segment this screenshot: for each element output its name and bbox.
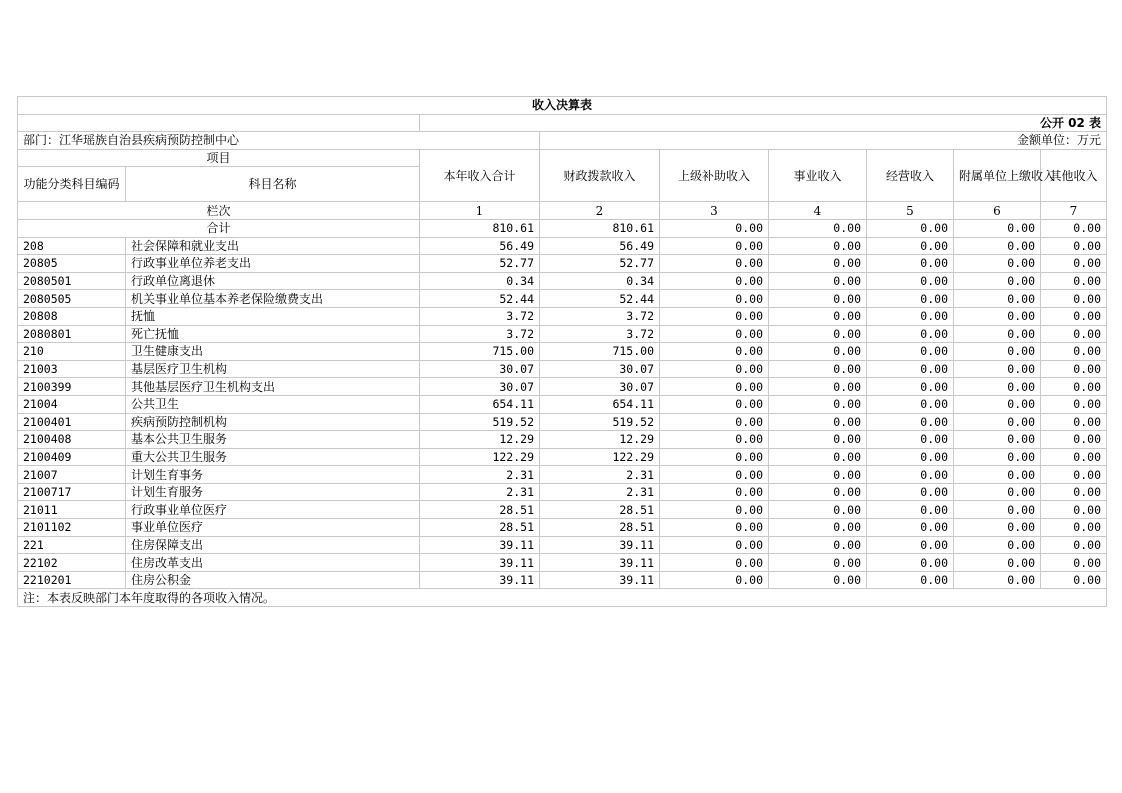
column-number: 2	[540, 202, 660, 220]
amount-cell: 0.00	[1041, 536, 1107, 554]
amount-cell: 39.11	[540, 554, 660, 572]
amount-cell: 0.00	[867, 501, 954, 519]
amount-cell: 28.51	[540, 519, 660, 537]
amount-cell: 3.72	[540, 307, 660, 325]
amount-cell: 0.00	[660, 360, 769, 378]
amount-cell: 0.00	[769, 554, 867, 572]
amount-cell: 39.11	[420, 536, 540, 554]
subject-code: 2080801	[18, 325, 126, 343]
amount-cell: 2.31	[420, 483, 540, 501]
amount-cell: 0.00	[769, 343, 867, 361]
department-label: 部门：江华瑶族自治县疾病预防控制中心	[18, 132, 540, 150]
amount-cell: 0.00	[660, 325, 769, 343]
amount-cell: 0.00	[867, 307, 954, 325]
amount-cell: 0.00	[954, 431, 1041, 449]
table-row	[18, 554, 1107, 572]
amount-cell: 654.11	[540, 395, 660, 413]
amount-cell: 0.00	[660, 554, 769, 572]
amount-cell: 0.00	[660, 519, 769, 537]
amount-cell: 0.00	[769, 395, 867, 413]
subject-name: 基层医疗卫生机构	[126, 360, 420, 378]
amount-cell: 0.00	[954, 501, 1041, 519]
header-row-1	[18, 149, 1107, 167]
amount-cell: 28.51	[540, 501, 660, 519]
total-value: 810.61	[420, 219, 540, 237]
subject-name: 计划生育服务	[126, 483, 420, 501]
amount-cell: 39.11	[540, 536, 660, 554]
table-row	[18, 395, 1107, 413]
subject-name: 住房公积金	[126, 571, 420, 589]
total-row	[18, 219, 1107, 237]
amount-cell: 0.00	[954, 290, 1041, 308]
amount-cell: 0.00	[867, 360, 954, 378]
table-row	[18, 343, 1107, 361]
amount-cell: 0.00	[660, 343, 769, 361]
subject-name: 公共卫生	[126, 395, 420, 413]
amount-cell: 0.00	[1041, 307, 1107, 325]
amount-cell: 52.44	[540, 290, 660, 308]
subject-name: 重大公共卫生服务	[126, 448, 420, 466]
amount-cell: 0.00	[769, 483, 867, 501]
column-number: 5	[867, 202, 954, 220]
amount-cell: 0.00	[867, 325, 954, 343]
amount-cell: 0.00	[660, 466, 769, 484]
amount-cell: 0.00	[660, 571, 769, 589]
amount-cell: 0.00	[660, 272, 769, 290]
amount-cell: 0.00	[769, 431, 867, 449]
subject-name: 机关事业单位基本养老保险缴费支出	[126, 290, 420, 308]
amount-cell: 0.00	[1041, 325, 1107, 343]
header-operating: 经营收入	[867, 149, 954, 202]
subject-code: 21003	[18, 360, 126, 378]
form-number: 公开 02 表	[420, 114, 1107, 132]
amount-cell: 0.00	[660, 255, 769, 273]
amount-cell: 0.00	[954, 571, 1041, 589]
subject-code: 208	[18, 237, 126, 255]
column-number: 3	[660, 202, 769, 220]
total-value: 0.00	[954, 219, 1041, 237]
amount-cell: 0.00	[1041, 290, 1107, 308]
amount-cell: 519.52	[540, 413, 660, 431]
column-index-label: 栏次	[18, 202, 420, 220]
subject-name: 行政事业单位养老支出	[126, 255, 420, 273]
amount-cell: 0.00	[954, 307, 1041, 325]
subject-code: 221	[18, 536, 126, 554]
header-subsidy: 上级补助收入	[660, 149, 769, 202]
subject-code: 21004	[18, 395, 126, 413]
amount-cell: 0.00	[1041, 501, 1107, 519]
subject-name: 死亡抚恤	[126, 325, 420, 343]
amount-cell: 0.00	[1041, 483, 1107, 501]
amount-cell: 30.07	[420, 378, 540, 396]
amount-cell: 0.00	[660, 483, 769, 501]
subject-name: 事业单位医疗	[126, 519, 420, 537]
amount-cell: 0.00	[769, 360, 867, 378]
amount-cell: 0.00	[1041, 554, 1107, 572]
subject-name: 抚恤	[126, 307, 420, 325]
amount-cell: 0.00	[1041, 413, 1107, 431]
table-row	[18, 237, 1107, 255]
header-other: 其他收入	[1041, 149, 1107, 202]
amount-cell: 0.00	[1041, 272, 1107, 290]
column-number: 1	[420, 202, 540, 220]
amount-cell: 0.00	[867, 378, 954, 396]
amount-cell: 0.00	[1041, 466, 1107, 484]
amount-cell: 0.00	[867, 519, 954, 537]
amount-cell: 715.00	[540, 343, 660, 361]
amount-cell: 0.00	[954, 466, 1041, 484]
table-row	[18, 501, 1107, 519]
amount-cell: 0.00	[954, 237, 1041, 255]
amount-cell: 56.49	[540, 237, 660, 255]
amount-cell: 715.00	[420, 343, 540, 361]
amount-cell: 56.49	[420, 237, 540, 255]
amount-cell: 0.00	[954, 519, 1041, 537]
subject-code: 210	[18, 343, 126, 361]
amount-cell: 0.00	[660, 378, 769, 396]
amount-cell: 0.00	[954, 554, 1041, 572]
amount-cell: 0.00	[867, 466, 954, 484]
unit-label: 金额单位：万元	[540, 132, 1107, 150]
table-row	[18, 378, 1107, 396]
amount-cell: 39.11	[420, 554, 540, 572]
header-code: 功能分类科目编码	[18, 167, 126, 202]
header-affiliated: 附属单位上缴收入	[954, 149, 1041, 202]
header-name: 科目名称	[126, 167, 420, 202]
amount-cell: 0.00	[867, 571, 954, 589]
table-row	[18, 255, 1107, 273]
table-row	[18, 519, 1107, 537]
amount-cell: 0.00	[660, 237, 769, 255]
amount-cell: 0.00	[660, 501, 769, 519]
subject-code: 20805	[18, 255, 126, 273]
column-number: 6	[954, 202, 1041, 220]
amount-cell: 519.52	[420, 413, 540, 431]
total-value: 0.00	[769, 219, 867, 237]
note-row	[18, 589, 1107, 607]
amount-cell: 0.00	[867, 272, 954, 290]
table-row	[18, 325, 1107, 343]
amount-cell: 0.00	[954, 255, 1041, 273]
subject-code: 2100399	[18, 378, 126, 396]
total-value: 0.00	[867, 219, 954, 237]
amount-cell: 122.29	[420, 448, 540, 466]
amount-cell: 28.51	[420, 501, 540, 519]
table-row	[18, 448, 1107, 466]
table-row	[18, 360, 1107, 378]
amount-cell: 0.00	[954, 395, 1041, 413]
subject-code: 2080501	[18, 272, 126, 290]
amount-cell: 3.72	[420, 325, 540, 343]
total-value: 0.00	[660, 219, 769, 237]
amount-cell: 0.00	[660, 307, 769, 325]
subject-code: 2080505	[18, 290, 126, 308]
amount-cell: 52.77	[540, 255, 660, 273]
header-total: 本年收入合计	[420, 149, 540, 202]
income-statement-sheet	[17, 96, 1106, 607]
amount-cell: 0.00	[867, 395, 954, 413]
amount-cell: 0.00	[1041, 571, 1107, 589]
table-row	[18, 290, 1107, 308]
amount-cell: 2.31	[540, 466, 660, 484]
amount-cell: 39.11	[540, 571, 660, 589]
amount-cell: 30.07	[540, 360, 660, 378]
amount-cell: 0.00	[660, 290, 769, 308]
amount-cell: 0.00	[660, 395, 769, 413]
amount-cell: 0.00	[954, 360, 1041, 378]
column-number: 7	[1041, 202, 1107, 220]
amount-cell: 0.00	[867, 431, 954, 449]
amount-cell: 0.00	[769, 255, 867, 273]
table-row	[18, 483, 1107, 501]
amount-cell: 0.00	[660, 448, 769, 466]
subject-name: 行政单位离退休	[126, 272, 420, 290]
subject-name: 疾病预防控制机构	[126, 413, 420, 431]
amount-cell: 0.00	[867, 413, 954, 431]
amount-cell: 52.77	[420, 255, 540, 273]
title-row	[18, 97, 1107, 115]
amount-cell: 0.00	[769, 536, 867, 554]
footnote: 注：本表反映部门本年度取得的各项收入情况。	[18, 589, 1107, 607]
subject-name: 住房改革支出	[126, 554, 420, 572]
header-business: 事业收入	[769, 149, 867, 202]
header-fiscal: 财政拨款收入	[540, 149, 660, 202]
column-number: 4	[769, 202, 867, 220]
column-index-row	[18, 202, 1107, 220]
amount-cell: 654.11	[420, 395, 540, 413]
subject-code: 21011	[18, 501, 126, 519]
amount-cell: 28.51	[420, 519, 540, 537]
amount-cell: 0.00	[660, 536, 769, 554]
amount-cell: 39.11	[420, 571, 540, 589]
income-statement-table	[17, 96, 1107, 607]
amount-cell: 0.00	[954, 536, 1041, 554]
subject-name: 社会保障和就业支出	[126, 237, 420, 255]
amount-cell: 52.44	[420, 290, 540, 308]
total-value: 0.00	[1041, 219, 1107, 237]
amount-cell: 0.00	[954, 448, 1041, 466]
amount-cell: 2.31	[540, 483, 660, 501]
table-row	[18, 466, 1107, 484]
department-row	[18, 132, 1107, 150]
amount-cell: 30.07	[420, 360, 540, 378]
amount-cell: 0.00	[769, 290, 867, 308]
amount-cell: 0.00	[769, 237, 867, 255]
amount-cell: 0.00	[769, 501, 867, 519]
amount-cell: 0.00	[867, 536, 954, 554]
amount-cell: 0.00	[954, 413, 1041, 431]
amount-cell: 0.00	[660, 431, 769, 449]
amount-cell: 0.34	[420, 272, 540, 290]
amount-cell: 0.00	[1041, 378, 1107, 396]
amount-cell: 0.00	[954, 483, 1041, 501]
amount-cell: 0.00	[769, 571, 867, 589]
subject-code: 2210201	[18, 571, 126, 589]
table-row	[18, 536, 1107, 554]
subject-name: 住房保障支出	[126, 536, 420, 554]
amount-cell: 0.00	[867, 483, 954, 501]
amount-cell: 0.00	[769, 325, 867, 343]
amount-cell: 2.31	[420, 466, 540, 484]
amount-cell: 0.34	[540, 272, 660, 290]
subject-name: 基本公共卫生服务	[126, 431, 420, 449]
amount-cell: 0.00	[769, 466, 867, 484]
amount-cell: 30.07	[540, 378, 660, 396]
subject-name: 其他基层医疗卫生机构支出	[126, 378, 420, 396]
subject-name: 行政事业单位医疗	[126, 501, 420, 519]
amount-cell: 12.29	[420, 431, 540, 449]
amount-cell: 0.00	[1041, 343, 1107, 361]
subject-code: 2101102	[18, 519, 126, 537]
amount-cell: 0.00	[954, 378, 1041, 396]
table-row	[18, 571, 1107, 589]
amount-cell: 0.00	[1041, 395, 1107, 413]
amount-cell: 0.00	[954, 343, 1041, 361]
amount-cell: 0.00	[769, 413, 867, 431]
total-label: 合计	[18, 219, 420, 237]
amount-cell: 0.00	[954, 325, 1041, 343]
amount-cell: 0.00	[867, 554, 954, 572]
amount-cell: 3.72	[540, 325, 660, 343]
header-item: 项目	[18, 149, 420, 167]
amount-cell: 0.00	[867, 448, 954, 466]
subject-code: 2100409	[18, 448, 126, 466]
amount-cell: 0.00	[867, 343, 954, 361]
subject-code: 2100408	[18, 431, 126, 449]
amount-cell: 0.00	[769, 307, 867, 325]
form-number-row	[18, 114, 1107, 132]
page-title: 收入决算表	[18, 97, 1107, 115]
amount-cell: 0.00	[954, 272, 1041, 290]
amount-cell: 0.00	[1041, 255, 1107, 273]
total-value: 810.61	[540, 219, 660, 237]
amount-cell: 0.00	[1041, 237, 1107, 255]
table-row	[18, 272, 1107, 290]
amount-cell: 0.00	[769, 519, 867, 537]
amount-cell: 122.29	[540, 448, 660, 466]
amount-cell: 0.00	[1041, 360, 1107, 378]
subject-name: 计划生育事务	[126, 466, 420, 484]
amount-cell: 0.00	[867, 237, 954, 255]
amount-cell: 0.00	[1041, 448, 1107, 466]
subject-name: 卫生健康支出	[126, 343, 420, 361]
subject-code: 21007	[18, 466, 126, 484]
amount-cell: 0.00	[660, 413, 769, 431]
amount-cell: 0.00	[867, 255, 954, 273]
amount-cell: 3.72	[420, 307, 540, 325]
amount-cell: 0.00	[1041, 519, 1107, 537]
subject-code: 2100717	[18, 483, 126, 501]
subject-code: 20808	[18, 307, 126, 325]
amount-cell: 12.29	[540, 431, 660, 449]
amount-cell: 0.00	[769, 378, 867, 396]
subject-code: 2100401	[18, 413, 126, 431]
amount-cell: 0.00	[867, 290, 954, 308]
amount-cell: 0.00	[1041, 431, 1107, 449]
table-row	[18, 431, 1107, 449]
amount-cell: 0.00	[769, 448, 867, 466]
table-row	[18, 307, 1107, 325]
amount-cell: 0.00	[769, 272, 867, 290]
subject-code: 22102	[18, 554, 126, 572]
table-row	[18, 413, 1107, 431]
